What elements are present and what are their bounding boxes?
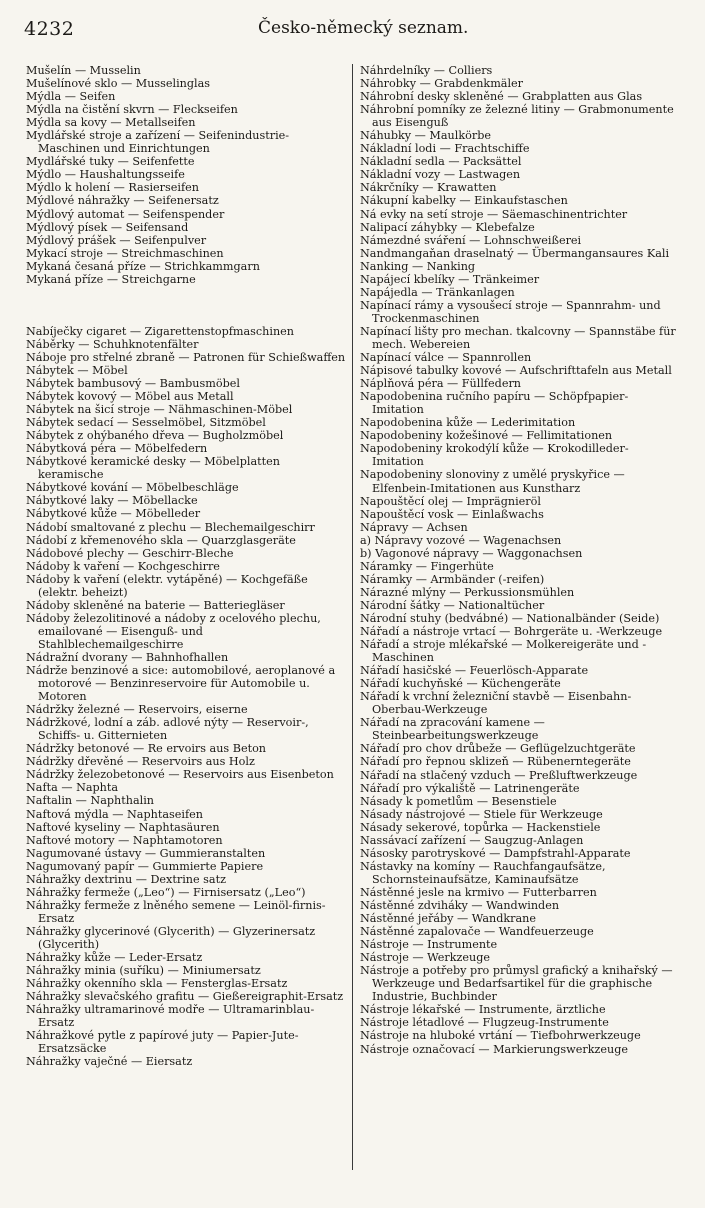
dictionary-entry: Nákupní kabelky — Einkaufstaschen <box>360 194 568 208</box>
dictionary-entry: Naftové motory — Naphtamotoren <box>26 833 223 847</box>
dictionary-entry: Nábytkové kování — Möbelbeschläge <box>26 481 239 495</box>
dictionary-entry: Náhražky dextrinu — Dextrine satz <box>26 872 226 886</box>
dictionary-entry: Mýdla na čistění skvrn — Fleckseifen <box>26 103 238 117</box>
dictionary-entry: Nábytek z ohýbaného dřeva — Bugholzmöbel <box>26 429 284 443</box>
dictionary-entry: Mykací stroje — Streichmaschinen <box>26 246 224 260</box>
dictionary-entry: Náramky — Fingerhüte <box>360 559 494 573</box>
dictionary-entry: Nádoby k vaření — Kochgeschirre <box>26 559 220 573</box>
dictionary-entry: Nástavky na komíny — Rauchfangaufsätze, Schornsteinaufsätze, Kaminaufsätze <box>360 859 606 886</box>
dictionary-entry: Mýdlo — Haushaltungsseife <box>26 168 185 182</box>
dictionary-entry: Ná evky na setí stroje — Säemaschinentrichter <box>360 207 628 221</box>
dictionary-entry: Nářadí pro výkaliště — Latrinengeräte <box>360 781 580 795</box>
dictionary-entry: Napouštěcí vosk — Einlaßwachs <box>360 507 544 521</box>
dictionary-entry: a) Nápravy vozové — Wagenachsen <box>360 533 562 547</box>
dictionary-entry: Nářadí hasičské — Feuerlösch-Apparate <box>360 664 589 678</box>
dictionary-entry: Násady sekerové, topůrka — Hackenstiele <box>360 820 601 834</box>
dictionary-entry: Nádržky betonové — Re ervoirs aus Beton <box>26 742 267 756</box>
dictionary-entry: Naftová mýdla — Naphtaseifen <box>26 807 203 821</box>
dictionary-entry: Nádržky železobetonové — Reservoirs aus Eisenbeton <box>26 768 334 782</box>
dictionary-entry: Nanking — Nanking <box>360 259 476 273</box>
dictionary-entry: Nářadí kuchyňské — Küchengeräte <box>360 677 561 691</box>
dictionary-entry: Náplňová péra — Füllfedern <box>360 377 522 391</box>
dictionary-entry: Nábytkové keramické desky — Möbelplatten keramische <box>26 455 280 482</box>
dictionary-entry: Napodobenina kůže — Lederimitation <box>360 416 576 430</box>
dictionary-entry: Nářadí k vrchní železniční stavbě — Eisenbahn-Oberbau-Werkzeuge <box>360 690 632 717</box>
dictionary-entry: Nástěnné jeřáby — Wandkrane <box>360 912 536 926</box>
dictionary-entry: Nábytková péra — Möbelfedern <box>26 442 208 456</box>
dictionary-entry: Nákladní lodi — Frachtschiffe <box>360 142 530 156</box>
dictionary-entry: Náhrdelníky — Colliers <box>360 64 493 77</box>
dictionary-entry: Nádražní dvorany — Bahnhofhallen <box>26 650 229 664</box>
dictionary-entry: Násosky parotryskové — Dampfstrahl-Apparate <box>360 846 631 860</box>
dictionary-entry: Napínací rámy a vysoušecí stroje — Spannrahm- und Trockenmaschinen <box>360 298 661 325</box>
dictionary-entry: Nagumovaný papír — Gummierte Papiere <box>26 859 264 873</box>
dictionary-entry: Mušelín — Musselin <box>26 64 141 77</box>
dictionary-entry: Mýdla sa kovy — Metallseifen <box>26 116 196 130</box>
dictionary-entry: Nádrže benzinové a sice: automobilové, aeroplanové a motorové — Benzinreservoire für Automobile u. Motoren <box>26 664 336 704</box>
dictionary-entry: Mydlářské stroje a zařízení — Seifenindustrie-Maschinen und Einrichtungen <box>26 129 290 156</box>
dictionary-entry: Nástroje na hluboké vrtání — Tiefbohrwerkzeuge <box>360 1029 641 1043</box>
dictionary-entry: Nástroje lékařské — Instrumente, ärztliche <box>360 1003 606 1017</box>
dictionary-entry: Mýdla — Seifen <box>26 90 116 104</box>
dictionary-entry: Napodobeniny krokodýlí kůže — Krokodilleder-Imitation <box>360 442 629 469</box>
right-column <box>360 64 680 1056</box>
dictionary-entry: Nádržky dřevěné — Reservoirs aus Holz <box>26 755 255 769</box>
dictionary-entry: Náhražky slevačského grafitu — Gießereigraphit-Ersatz <box>26 990 344 1004</box>
dictionary-entry: Náhražky fermeže („Leo“) — Firnisersatz („Leo“) <box>26 885 306 899</box>
dictionary-entry: Násady nástrojové — Stiele für Werkzeuge <box>360 807 603 821</box>
dictionary-entry: Mýdlový písek — Seifensand <box>26 220 189 234</box>
dictionary-entry: Národní stuhy (bedvábné) — Nationalbänder (Seide) <box>360 611 660 625</box>
dictionary-entry: Nabíječky cigaret — Zigarettenstopfmaschinen <box>26 324 294 338</box>
page-title: Česko-německý seznam. <box>258 18 469 38</box>
dictionary-entry: Napodobeniny slonoviny z umělé pryskyřice — Elfenbein-Imitationen aus Kunstharz <box>360 468 625 495</box>
dictionary-entry: Nástěnné jesle na krmivo — Futterbarren <box>360 885 597 899</box>
dictionary-entry: Mýdlo k holení — Rasierseifen <box>26 181 199 195</box>
dictionary-entry: Národní šátky — Nationaltücher <box>360 598 545 612</box>
dictionary-entry: Mýdlový automat — Seifenspender <box>26 207 225 221</box>
dictionary-entry: Nádobové plechy — Geschirr-Bleche <box>26 546 234 560</box>
dictionary-entry: Nádržkové, lodní a záb. adlové nýty — Reservoir-, Schiffs- u. Gitternieten <box>26 716 309 743</box>
dictionary-entry: Nádoby železolitinové a nádoby z ocelového plechu, emailované — Eisenguß- und Stahlblechemailgeschirre <box>26 611 321 651</box>
dictionary-entry: Nářadí a nástroje vrtací — Bohrgeräte u. -Werkzeuge <box>360 625 663 639</box>
dictionary-entry: Náboje pro střelné zbraně — Patronen für Schießwaffen <box>26 350 346 364</box>
dictionary-entry: Náběrky — Schuhknotenfälter <box>26 337 199 351</box>
dictionary-entry: Nábytek sedací — Sesselmöbel, Sitzmöbel <box>26 416 266 430</box>
dictionary-entry: Nábytkové laky — Möbellacke <box>26 494 198 508</box>
dictionary-entry: Náhražky glycerinové (Glycerith) — Glyzerinersatz (Glycerith) <box>26 924 316 951</box>
dictionary-entry: Nádržky železné — Reservoirs, eiserne <box>26 703 248 717</box>
dictionary-entry: Náhražky fermeže z lněného semene — Leinöl-firnis-Ersatz <box>26 898 326 925</box>
dictionary-entry: Napodobenina ručního papíru — Schöpfpapier-Imitation <box>360 390 629 417</box>
dictionary-entry: Nábytek na šicí stroje — Nähmaschinen-Möbel <box>26 403 293 417</box>
dictionary-entry: Nástroje létadlové — Flugzeug-Instrumente <box>360 1016 609 1030</box>
dictionary-entry: Nádoby skleněné na baterie — Batteriegläser <box>26 598 285 612</box>
dictionary-entry: Náhrobní desky skleněné — Grabplatten aus Glas <box>360 90 643 104</box>
dictionary-entry: Náhražky minia (suříku) — Miniumersatz <box>26 964 261 978</box>
dictionary-entry: Nástroje — Instrumente <box>360 938 498 952</box>
dictionary-entry: Nárazné mlýny — Perkussionsmühlen <box>360 585 575 599</box>
page-number: 4232 <box>24 18 75 40</box>
dictionary-entry: Násady k pometlům — Besenstiele <box>360 794 557 808</box>
dictionary-entry: Nassávací zařízení — Saugzug-Anlagen <box>360 833 584 847</box>
dictionary-entry: Nádobí smaltované z plechu — Blechemailgeschirr <box>26 520 315 534</box>
dictionary-entry: Náhražky kůže — Leder-Ersatz <box>26 951 203 965</box>
dictionary-entry: Nábytek bambusový — Bambusmöbel <box>26 376 240 390</box>
dictionary-entry: Nábytek kovový — Möbel aus Metall <box>26 390 234 404</box>
dictionary-entry: Náhrobky — Grabdenkmäler <box>360 77 524 91</box>
dictionary-entry: Nákladní vozy — Lastwagen <box>360 168 521 182</box>
dictionary-entry: Námezdné sváření — Lohnschweißerei <box>360 233 582 247</box>
left-column <box>26 64 348 1068</box>
dictionary-entry: Náhrobní pomníky ze železné litiny — Grabmonumente aus Eisenguß <box>360 103 674 130</box>
dictionary-entry: Mydlářské tuky — Seifenfette <box>26 155 195 169</box>
dictionary-entry: Nářadí a stroje mlékařské — Molkereigeräte und -Maschinen <box>360 638 647 665</box>
dictionary-entry: Nástěnné zapalovače — Wandfeuerzeuge <box>360 925 594 939</box>
dictionary-entry: Nářadí na stlačený vzduch — Preßluftwerkzeuge <box>360 768 638 782</box>
dictionary-entry: Mýdlový prášek — Seifenpulver <box>26 233 207 247</box>
dictionary-entry: Náhražky ultramarinové modře — Ultramarinblau-Ersatz <box>26 1003 315 1030</box>
dictionary-entry: Nádoby k vaření (elektr. vytápěné) — Kochgefäße (elektr. beheizt) <box>26 572 308 599</box>
dictionary-entry: Náhražkové pytle z papírové juty — Papier-Jute-Ersatzsäcke <box>26 1029 299 1056</box>
page-header <box>0 14 705 44</box>
dictionary-entry: Nástroje — Werkzeuge <box>360 951 491 965</box>
dictionary-entry: Nářadí pro chov drůbeže — Geflügelzuchtgeräte <box>360 742 636 756</box>
dictionary-entry: Nákrčníky — Krawatten <box>360 181 497 195</box>
dictionary-entry: Nábytkové kůže — Möbelleder <box>26 507 201 521</box>
dictionary-entry: Náhubky — Maulkörbe <box>360 129 491 143</box>
dictionary-entry: Napodobeniny kožešinové — Fellimitationen <box>360 429 613 443</box>
dictionary-entry: Nafta — Naphta <box>26 781 119 795</box>
dictionary-entry: Nagumované ústavy — Gummieranstalten <box>26 846 266 860</box>
dictionary-entry: Napájecí kbelíky — Tränkeimer <box>360 272 540 286</box>
dictionary-entry: Mykaná příze — Streichgarne <box>26 272 196 286</box>
column-divider <box>352 64 353 1170</box>
dictionary-entry: Nástroje označovací — Markierungswerkzeuge <box>360 1042 629 1056</box>
dictionary-entry: Nábytek — Möbel <box>26 363 128 377</box>
dictionary-entry: Napínací válce — Spannrollen <box>360 351 532 365</box>
dictionary-entry: Nářadí na zpracování kamene — Steinbearbeitungswerkzeuge <box>360 716 545 743</box>
dictionary-entry: Nápisové tabulky kovové — Aufschrifttafeln aus Metall <box>360 364 672 378</box>
dictionary-entry: Náhražky okenního skla — Fensterglas-Ersatz <box>26 977 288 991</box>
dictionary-entry: Mýdlové náhražky — Seifenersatz <box>26 194 219 208</box>
dictionary-entry: Napouštěcí olej — Imprägnieröl <box>360 494 541 508</box>
dictionary-entry: Naftalin — Naphthalin <box>26 794 154 808</box>
dictionary-entry: Napájedla — Tränkanlagen <box>360 285 515 299</box>
dictionary-entry: Nádobí z křemenového skla — Quarzglasgeräte <box>26 533 296 547</box>
dictionary-entry: Nástěnné zdviháky — Wandwinden <box>360 899 560 912</box>
dictionary-entry: Nalipací záhybky — Klebefalze <box>360 220 535 234</box>
dictionary-entry: Nářadí pro řepnou sklizeň — Rübenerntegeräte <box>360 755 631 769</box>
dictionary-entry: Mykaná česaná příze — Strichkammgarn <box>26 259 260 273</box>
dictionary-entry: b) Vagonové nápravy — Waggonachsen <box>360 546 583 560</box>
dictionary-entry: Mušelínové sklo — Musselinglas <box>26 77 211 91</box>
dictionary-entry: Náramky — Armbänder (-reifen) <box>360 572 545 586</box>
dictionary-entry: Nákladní sedla — Packsättel <box>360 155 522 169</box>
dictionary-entry: Nástroje a potřeby pro průmysl grafický a knihařský — Werkzeuge und Bedarfsartikel für die graphische Industrie, Buchbinder <box>360 964 673 1004</box>
dictionary-entry: Nandmangaňan draselnatý — Übermangansaures Kali <box>360 246 670 260</box>
dictionary-entry: Naftové kyseliny — Naphtasäuren <box>26 820 220 834</box>
dictionary-entry: Napínací lišty pro mechan. tkalcovny — Spannstäbe für mech. Webereien <box>360 324 676 351</box>
dictionary-entry: Náhražky vaječné — Eiersatz <box>26 1055 193 1069</box>
dictionary-entry: Nápravy — Achsen <box>360 520 468 534</box>
